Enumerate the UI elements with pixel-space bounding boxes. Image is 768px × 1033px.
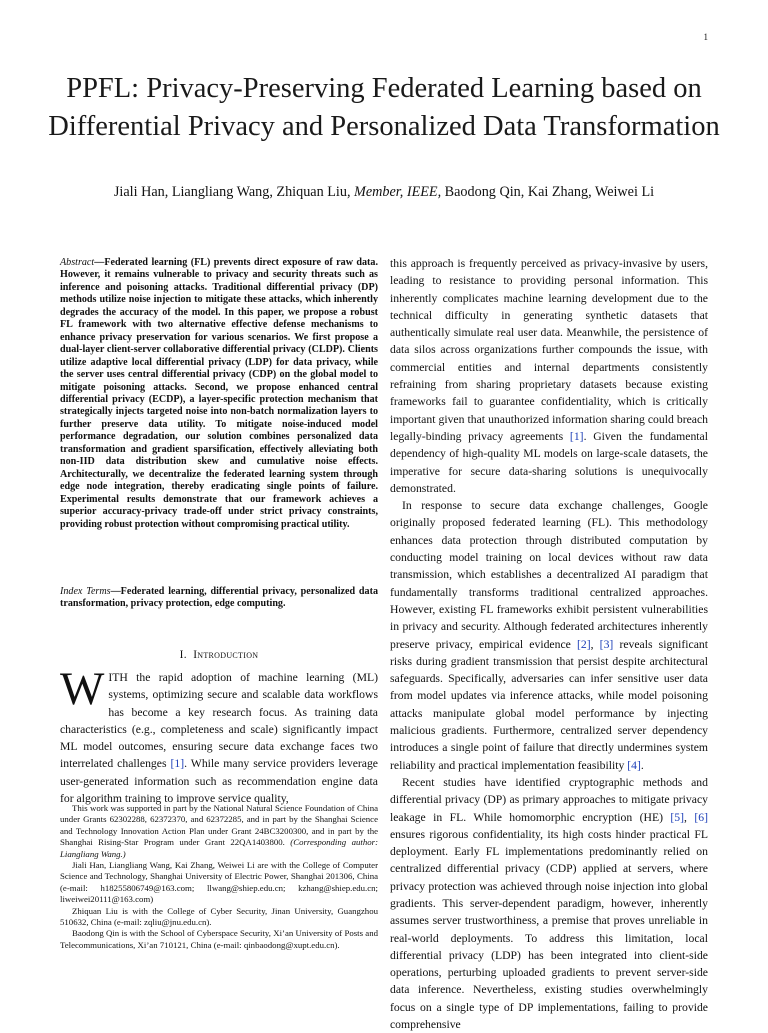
corresponding-author: (Corresponding author: Liangliang Wang.) (60, 837, 379, 859)
index-terms-text: —Federated learning, differential privacy, personalized data transformation, privacy protection, edge computing. (60, 586, 378, 610)
drop-cap: W (60, 663, 105, 715)
paragraph-text: , (684, 810, 695, 824)
paragraph-text: ensures rigorous confidentiality, its high costs hinder practical FL deployment. Early FL implementations predominantly relied on centralized differential privacy (CDP) applied at servers, where privacy protection was achieved through noise injection into global gradients. This server-dependent paradigm, however, inherently assumes server trustworthiness, a premise that proves unreliable in real-world deployments. To address this limitation, local differential privacy (LDP) has been integrated into client-side operations, perturbing uploaded gradients to prevent server-side data inference. Nevertheless, existing studies overwhelmingly focus on a single type of DP implementations, failing to provide comprehensive (390, 827, 708, 1032)
intro-text-b: . While many service providers leverage user-generated information such as recommendation engine data for algorithm training to improve service quality, (60, 757, 378, 806)
paragraph-text: . (640, 758, 644, 772)
index-terms (60, 586, 378, 611)
footnote-funding (60, 803, 378, 860)
citation-link[interactable]: [6] (694, 810, 708, 824)
abstract (60, 257, 378, 531)
footnote-affiliation: Jiali Han, Liangliang Wang, Kai Zhang, Weiwei Li are with the College of Computer Science and Technology, Shanghai University of Electric Power, Shanghai 201306, China (e-mail: h18255806749@163.com; llwang@shiep.edu.cn; kzhang@shiep.edu.cn; liweiwei20111@163.com) (60, 860, 378, 905)
index-terms-label: Index Terms (60, 586, 111, 597)
member-ieee: Member, IEEE, (354, 184, 442, 200)
citation-link[interactable]: [1] (170, 757, 185, 771)
page-number: 1 (703, 32, 708, 42)
section-title: Introduction (193, 649, 259, 661)
citation-link[interactable]: [5] (670, 810, 685, 824)
footnote-affiliation: Zhiquan Liu is with the College of Cyber Security, Jinan University, Guangzhou 510632, China (e-mail: zqliu@jnu.edu.cn). (60, 905, 378, 928)
paragraph-text: Recent studies have identified cryptographic methods and differential privacy (DP) as primary approaches to mitigate privacy leakage in FL. While homomorphic encryption (HE) (390, 775, 708, 824)
body-paragraph (390, 774, 708, 1033)
abstract-text: —Federated learning (FL) prevents direct exposure of raw data. However, it remains vulnerable to privacy and security threats such as inference and poisoning attacks. Traditional differential privacy (DP) methods utilize noise injection to mitigate these attacks, which inherently degrades the accuracy of the model. In this paper, we propose a robust FL framework with two alternative effective defense mechanisms to enhance privacy preservation for various scenarios. We first propose a dual-layer client-server collaborative differential privacy (CLDP). Clients utilize adaptive local differential privacy (LDP) for data privacy, while the server uses central differential privacy (CDP) on the global model to mitigate poisoning attacks. Second, we propose enhanced central differential privacy (ECDP), a layer-specific protection mechanism that strategically injects targeted noise into non-batch normalization layers to further preserve data utility. To mitigate noise-induced model performance degradation, our solution combines personalized data transformation and gradient sparsification, effectively alleviating both non-IID data distribution skew and cumulative noise effects. Architecturally, we decentralize the federated learning system through edge node integration, thereby eradicating single points of failure. Experimental results demonstrate that our framework achieves a superior accuracy-privacy trade-off under strict privacy constraints, providing robust protection without compromising practical utility. (60, 257, 378, 530)
abstract-label: Abstract (60, 257, 95, 268)
citation-link[interactable]: [3] (599, 637, 614, 651)
paper-title: PPFL: Privacy-Preserving Federated Learning based on Differential Privacy and Personalized Data Transformation (48, 73, 720, 142)
paragraph-text: In response to secure data exchange challenges, Google originally proposed federated learning (FL). This methodology enhances data protection through distributed computation by conducting model training on local devices without raw data transmission, which establishes a decentralized AI paradigm that fundamentally transforms traditional centralized approaches. However, existing FL frameworks exhibit persistent vulnerabilities in privacy and security. Although federated architectures inherently preserve privacy, empirical evidence (390, 499, 708, 651)
citation-link[interactable]: [4] (627, 758, 641, 772)
right-column (390, 255, 708, 1033)
intro-text-a: ITH the rapid adoption of machine learning (ML) systems, optimizing secure and scalable data workflows has become a key research focus. As training data characteristics (e.g., completeness and scale) significantly impact ML model outcomes, ensuring secure data exchange faces two interrelated challenges (60, 671, 378, 771)
body-paragraph (390, 497, 708, 774)
footnote-text: This work was supported in part by the National Natural Science Foundation of China under Grants 62302288, 62372370, and 62372285, and in part by the Shanghai Science and Technology Innovation Action Plan under Grant 24BC3200300, and in part by the Shanghai Rising-Star Program under Grant 22QA1403800. (60, 803, 378, 848)
author-names-rest: Baodong Qin, Kai Zhang, Weiwei Li (441, 184, 655, 200)
citation-link[interactable]: [2] (576, 637, 591, 651)
footnote-affiliation: Baodong Qin is with the School of Cyberspace Security, Xi’an University of Posts and Telecommunications, Xi’an 710121, China (e-mail: qinbaodong@xupt.edu.cn). (60, 928, 378, 950)
section-heading (60, 649, 378, 661)
body-paragraph (390, 255, 708, 497)
author-names-first: Jiali Han, Liangliang Wang, Zhiquan Liu, (113, 184, 355, 200)
paragraph-text: reveals significant risks during gradient transmission that persist despite architectural safeguards. Specifically, adversaries can infer sensitive user data from model updates via inference attacks, while model poisoning attacks manipulate global model performance by injecting malicious gradients. Furthermore, centralized server dependency introduces a single point of failure that directly undermines system reliability and practical implementation feasibility (390, 637, 709, 772)
paragraph-text: , (590, 637, 600, 651)
paragraph-text: . Given the fundamental dependency of high-quality ML models on large-scale datasets, the imperative for secure data-sharing solutions is unequivocally demonstrated. (390, 429, 708, 495)
section-number: I. (179, 649, 187, 661)
intro-paragraph (60, 663, 378, 807)
paragraph-text: this approach is frequently perceived as privacy-invasive by users, leading to resistance to providing personal information. This inherently complicates machine learning development due to the technical difficulty in generating synthetic datasets that authentically simulate real user data. Meanwhile, the persistence of data silos across organizations further compounds the issue, with commercial entities and internal departments consistently refraining from sharing proprietary datasets because existing frameworks fail to guarantee confidentiality, which is critically important given that unauthorized information sharing could breach legally-binding privacy agreements (390, 257, 708, 443)
author-line (40, 184, 728, 201)
citation-link[interactable]: [1] (569, 429, 584, 443)
footnotes (60, 803, 378, 951)
